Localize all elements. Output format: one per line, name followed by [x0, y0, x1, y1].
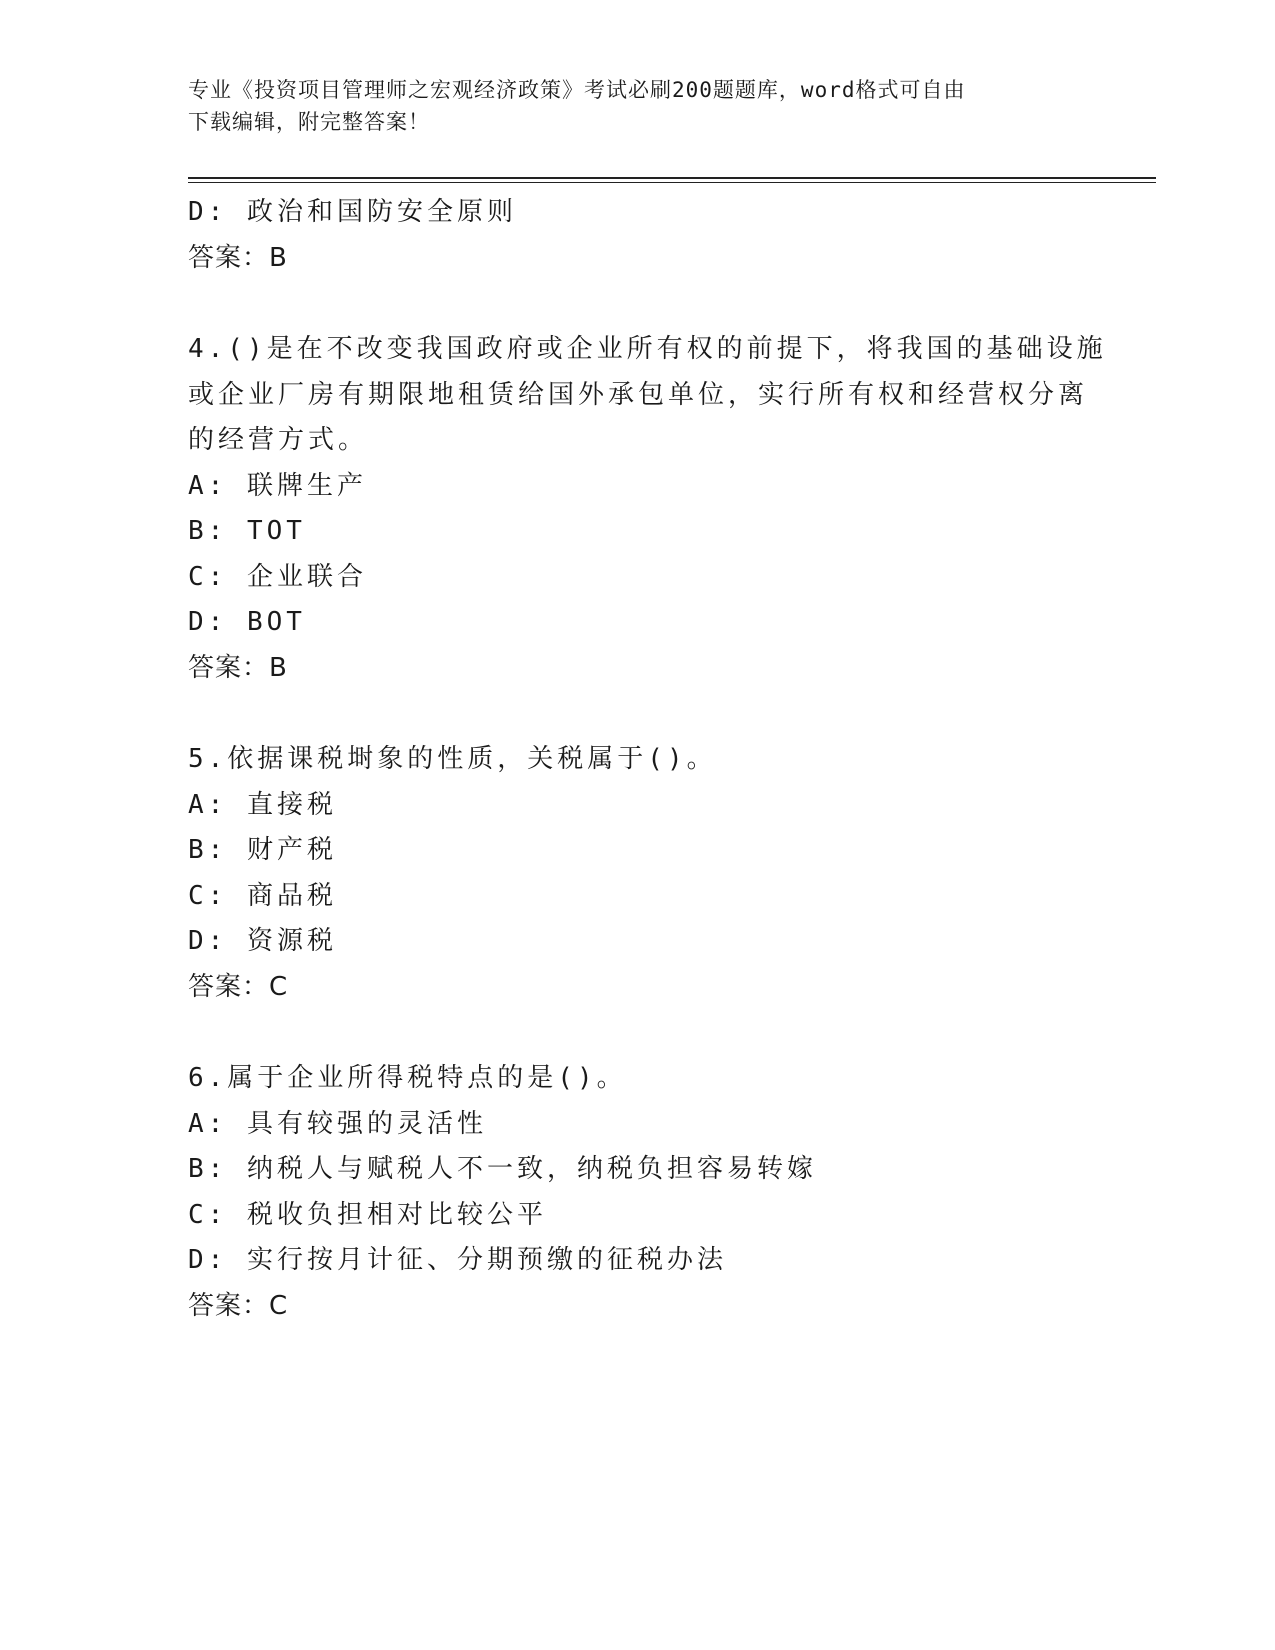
- question-content: [188, 190, 1107, 1329]
- question-stem: 5.依据课税埘象的性质，关税属于()。: [188, 744, 717, 774]
- answer: 答案：B: [188, 652, 288, 683]
- spacer: [188, 1010, 1088, 1056]
- question-stem: 6.属于企业所得税特点的是()。: [188, 1063, 627, 1093]
- spacer: [188, 691, 1088, 737]
- header-line-2: 下载编辑，附完整答案！: [188, 110, 430, 134]
- option-d: D: 资源税: [188, 926, 337, 956]
- question-stem: 或企业厂房有期限地租赁给国外承包单位，实行所有权和经营权分离: [188, 379, 1089, 410]
- question-stem: 的经营方式。: [188, 425, 369, 455]
- question-stem: 4.()是在不改变我国政府或企业所有权的前提下，将我国的基础设施: [188, 334, 1107, 364]
- option-a: A: 直接税: [188, 789, 337, 820]
- document-header: [188, 74, 1068, 138]
- header-rule-thin: [188, 182, 1156, 183]
- answer: 答案：B: [188, 242, 288, 273]
- answer: 答案：C: [188, 971, 289, 1002]
- spacer: [188, 281, 1088, 327]
- option-c: C: 商品税: [188, 880, 337, 911]
- option-d: D: 实行按月计征、分期预缴的征税办法: [188, 1245, 727, 1275]
- header-rule-thick: [188, 177, 1156, 179]
- answer: 答案：C: [188, 1290, 289, 1321]
- option-a: A: 具有较强的灵活性: [188, 1108, 487, 1139]
- option-d: D: 政治和国防安全原则: [188, 197, 517, 227]
- option-d: D: BOT: [188, 607, 306, 637]
- header-line-1: 专业《投资项目管理师之宏观经济政策》考试必刷200题题库，word格式可自由: [188, 78, 966, 102]
- option-c: C: 企业联合: [188, 561, 367, 592]
- question-6: [188, 1056, 1088, 1329]
- option-b: B: 纳税人与赋税人不一致，纳税负担容易转嫁: [188, 1154, 817, 1184]
- option-c: C: 税收负担相对比较公平: [188, 1199, 547, 1230]
- question-4: [188, 327, 1107, 691]
- option-b: B: 财产税: [188, 835, 337, 865]
- option-b: B: TOT: [188, 516, 306, 546]
- option-a: A: 联牌生产: [188, 470, 367, 501]
- question-5: [188, 737, 1088, 1010]
- question-3-tail: [188, 190, 1088, 281]
